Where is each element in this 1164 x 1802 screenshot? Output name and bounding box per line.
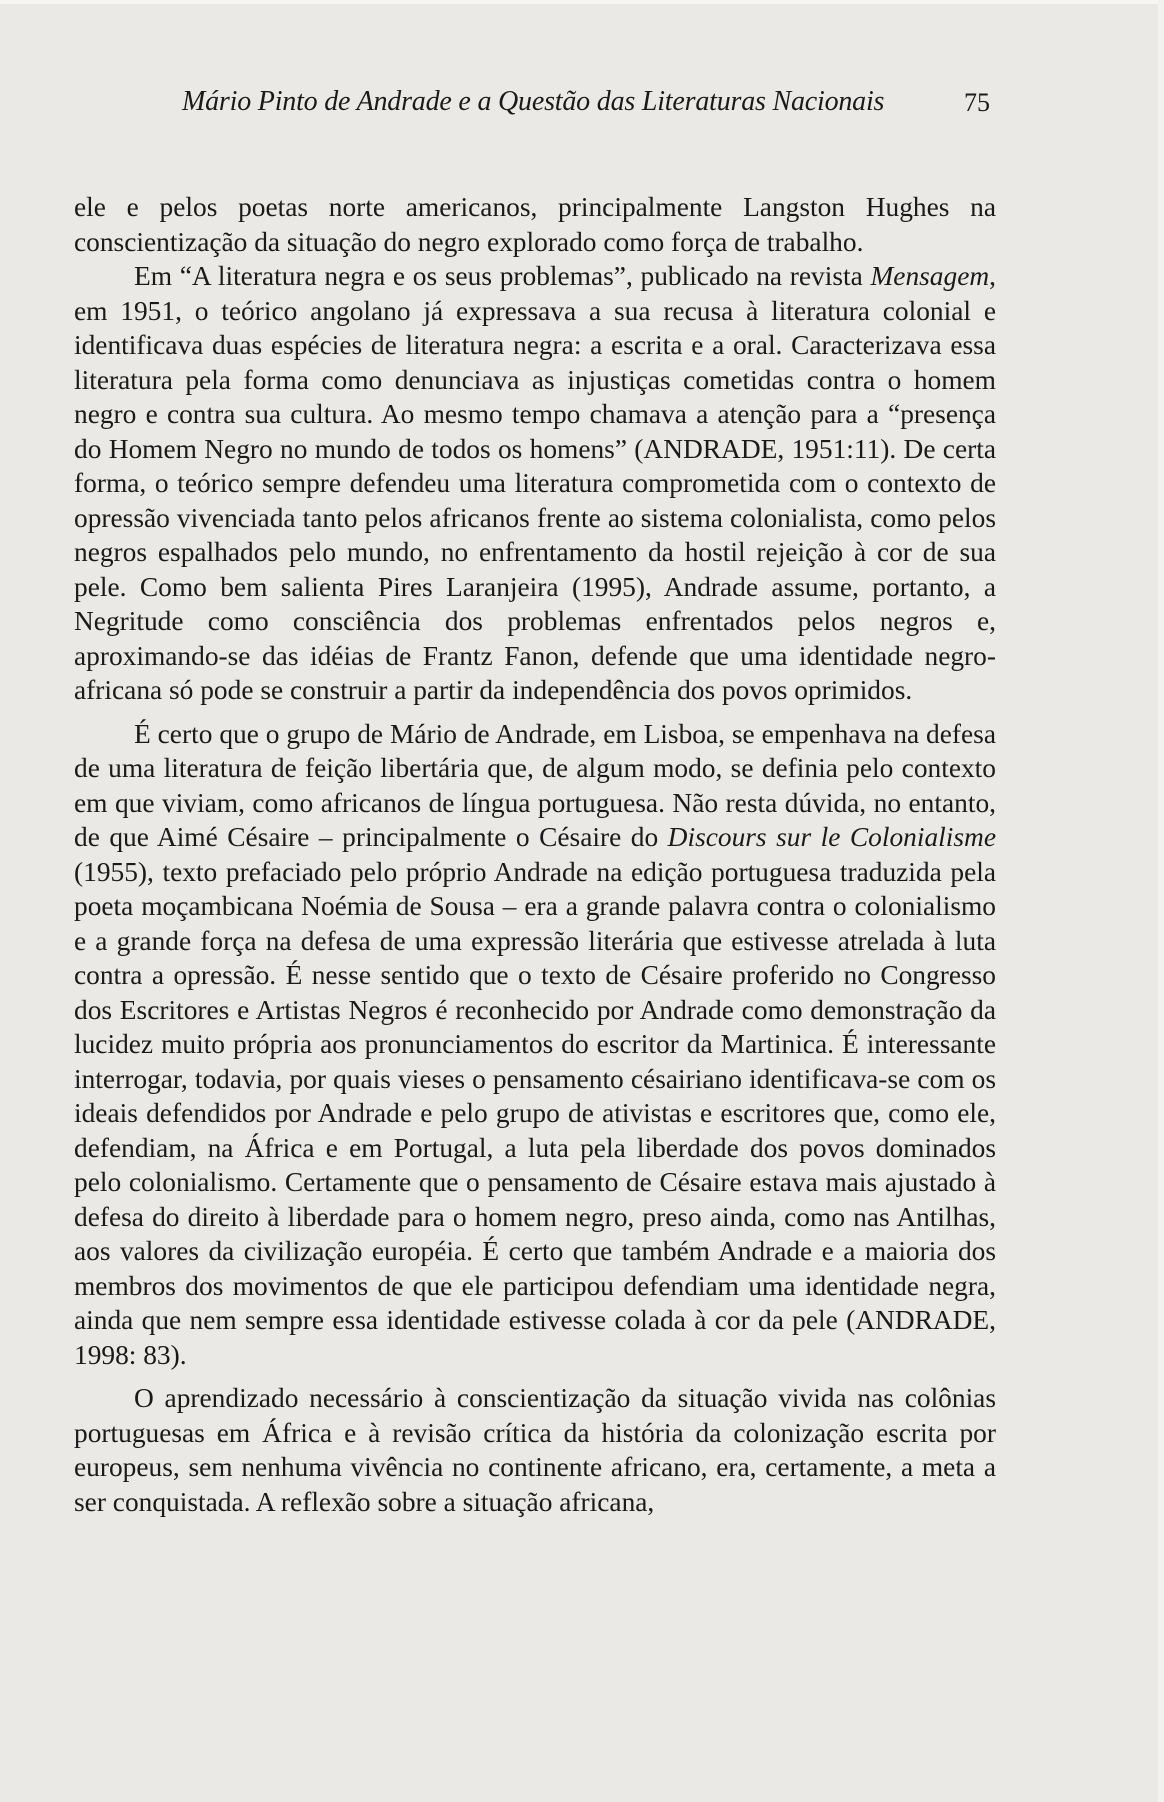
page-right-edge bbox=[1158, 0, 1164, 1802]
text-run: (1955), texto prefaciado pelo próprio Andrade na edição portuguesa traduzida pela poeta moçambicana Noémia de Sousa – era a grande palavra contra o colonialismo e a grande força na defesa de uma expressão literária que estivesse atrelada à luta contra a opressão. É nesse sentido que o texto de Césaire proferido no Congresso dos Escritores e Artistas Negros é reconhecido por Andrade como demonstração da lucidez muito própria aos pronunciamentos do escritor da Martinica. É interessante interrogar, todavia, por quais vieses o pensamento césairiano identificava-se com os ideais defendidos por Andrade e pelo grupo de ativistas e escritores que, como ele, defendiam, na África e em Portugal, a luta pela liberdade dos povos dominados pelo colonialismo. Certamente que o pensamento de Césaire estava mais ajustado à defesa do direito à liberdade para o homem negro, preso ainda, como nas Antilhas, aos valores da civilização européia. É certo que também Andrade e a maioria dos membros dos movimentos de que ele participou defendiam uma identidade negra, ainda que nem sempre essa identidade estivesse colada à cor da pele (ANDRADE, 1998: 83). bbox=[74, 856, 996, 1370]
paragraph-literatura-negra bbox=[74, 259, 996, 708]
running-header bbox=[0, 86, 1164, 126]
journal-title-mensagem: Mensagem bbox=[870, 261, 990, 291]
text-run: , em 1951, o teórico angolano já expressava a sua recusa à literatura colonial e identificava duas espécies de literatura negra: a escrita e a oral. Caracterizava essa literatura pela forma como denunciava as injustiças cometidas contra o homem negro e contra sua cultura. Ao mesmo tempo chamava a atenção para a “presença do Homem Negro no mundo de todos os homens” (ANDRADE, 1951:11). De certa forma, o teórico sempre defendeu uma literatura comprometida com o contexto de opressão vivenciada tanto pelos africanos frente ao sistema colonialista, como pelos negros espalhados pelo mundo, no enfrentamento da hostil rejeição à cor de sua pele. Como bem salienta Pires Laranjeira (1995), Andrade assume, portanto, a Negritude como consciência dos problemas enfrentados pelos negros e, aproximando-se das idéias de Frantz Fanon, defende que uma identidade negro-africana só pode se construir a partir da independência dos povos oprimidos. bbox=[74, 261, 996, 705]
body-text bbox=[74, 190, 996, 1519]
text-run: O aprendizado necessário à conscientização da situação vivida nas colônias portuguesas em África e à revisão crítica da história da colonização escrita por europeus, sem nenhuma vivência no continente africano, era, certamente, a meta a ser conquistada. A reflexão sobre a situação africana, bbox=[74, 1383, 996, 1517]
page-top-edge bbox=[0, 0, 1164, 4]
running-title: Mário Pinto de Andrade e a Questão das Literaturas Nacionais bbox=[182, 86, 885, 117]
text-run: É certo que o grupo de Mário de Andrade, em Lisboa, se empenhava na defesa de uma literatura de feição libertária que, de algum modo, se definia pelo contexto em que viviam, como africanos de língua portuguesa. Não resta dúvida, no entanto, de que Aimé Césaire – principalmente o Césaire do bbox=[74, 718, 996, 852]
paragraph-aprendizado bbox=[74, 1381, 996, 1519]
paragraph-continuation bbox=[74, 190, 996, 259]
text-run: Em “A literatura negra e os seus problemas”, publicado na revista bbox=[134, 261, 871, 291]
book-title-discours: Discours sur le Colonialisme bbox=[667, 822, 996, 852]
paragraph-cesaire bbox=[74, 717, 996, 1373]
page-number: 75 bbox=[964, 88, 990, 117]
text-run: ele e pelos poetas norte americanos, principalmente Langston Hughes na conscientização da situação do negro explorado como força de trabalho. bbox=[74, 192, 996, 257]
